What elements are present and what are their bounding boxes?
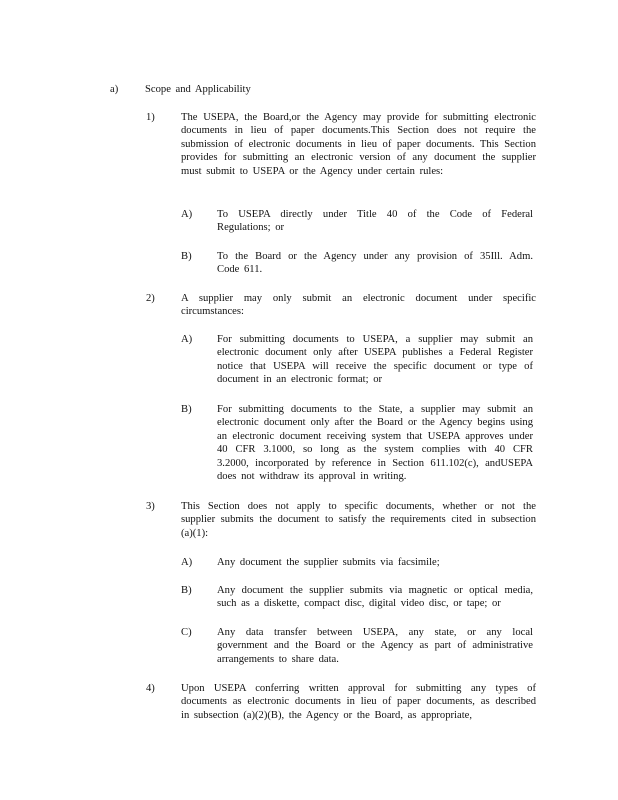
paragraph-marker: 3) [146,501,155,512]
subparagraph-3-a [181,556,533,569]
section-marker: a) [110,84,119,95]
subparagraph-marker: A) [181,209,193,220]
paragraph-text: A supplier may only submit an electronic document under specific circumstances: [181,293,536,318]
paragraph-marker: 1) [146,112,155,123]
subparagraph-text: To USEPA directly under Title 40 of the Code of Federal Regulations; or [217,209,533,234]
subparagraph-marker: B) [181,585,192,596]
subparagraph-marker: A) [181,334,193,345]
section-a-heading [110,83,570,96]
subparagraph-1-b [181,250,533,277]
subparagraph-3-b [181,584,533,611]
paragraph-1 [146,111,536,178]
paragraph-text: This Section does not apply to specific documents, whether or not the supplier submits the document to satisfy the requirements cited in subsection (a)(1): [181,501,536,539]
subparagraph-text: Any document the supplier submits via facsimile; [217,557,440,568]
paragraph-text: Upon USEPA conferring written approval for submitting any types of documents as electronic documents in lieu of paper documents, as described in subsection (a)(2)(B), the Agency or the Board, as appropriate, [181,683,536,721]
paragraph-marker: 2) [146,293,155,304]
subparagraph-2-a [181,333,533,387]
subparagraph-text: For submitting documents to USEPA, a supplier may submit an electronic document only after USEPA publishes a Federal Register notice that USEPA will receive the specific document or type of document in an electronic format; or [217,334,533,386]
paragraph-3 [146,500,536,540]
subparagraph-marker: B) [181,404,192,415]
subparagraph-text: Any document the supplier submits via magnetic or optical media, such as a diskette, compact disc, digital video disc, or tape; or [217,585,533,610]
paragraph-text: The USEPA, the Board,or the Agency may provide for submitting electronic documents in lieu of paper documents.This Section does not require the submission of electronic documents in lieu of paper documents. This Section provides for submitting an electronic version of any document the supplier must submit to USEPA or the Agency under certain rules: [181,112,536,177]
paragraph-marker: 4) [146,683,155,694]
subparagraph-marker: C) [181,627,192,638]
subparagraph-text: Any data transfer between USEPA, any state, or any local government and the Board or the Agency as part of administrative arrangements to share data. [217,627,533,665]
subparagraph-text: To the Board or the Agency under any provision of 35Ill. Adm. Code 611. [217,251,533,276]
subparagraph-1-a [181,208,533,235]
section-heading-text: Scope and Applicability [145,84,251,95]
subparagraph-marker: A) [181,557,193,568]
subparagraph-3-c [181,626,533,666]
subparagraph-text: For submitting documents to the State, a supplier may submit an electronic document only after the Board or the Agency begins using an electronic document receiving system that USEPA approves under 40 CFR 3.1000, so long as the system complies with 40 CFR 3.2000, incorporated by reference in Section 611.102(c), andUSEPA does not withdraw its approval in writing. [217,404,533,483]
subparagraph-marker: B) [181,251,192,262]
subparagraph-2-b [181,403,533,483]
paragraph-4 [146,682,536,722]
paragraph-2 [146,292,536,319]
